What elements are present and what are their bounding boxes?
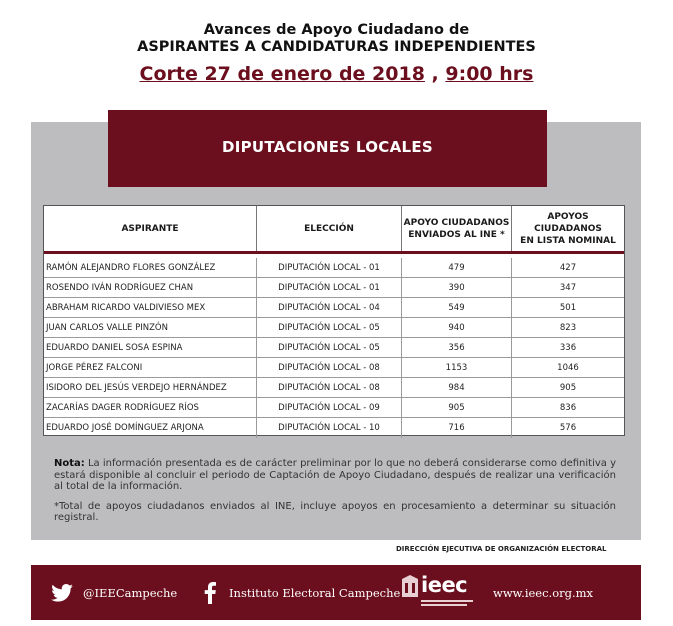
header-apoyo-line-1: APOYO CIUDADANOS <box>403 217 510 228</box>
cell-enviados: 984 <box>402 378 512 397</box>
cell-enviados: 1153 <box>402 358 512 377</box>
cell-aspirante: EDUARDO DANIEL SOSA ESPINA <box>44 338 257 357</box>
document-header <box>0 22 673 86</box>
cell-eleccion: DIPUTACIÓN LOCAL - 01 <box>257 278 402 297</box>
cut-separator: , <box>424 63 446 85</box>
header-lista-line-2: EN LISTA NOMINAL <box>520 235 616 246</box>
cell-eleccion: DIPUTACIÓN LOCAL - 10 <box>257 418 402 438</box>
table-row <box>44 298 624 318</box>
logo-subtitle-line <box>421 600 473 602</box>
cut-date: Corte 27 de enero de 2018 <box>139 63 425 85</box>
cell-eleccion: DIPUTACIÓN LOCAL - 05 <box>257 338 402 357</box>
cut-time: 9:00 hrs <box>445 63 534 85</box>
header-apoyo-enviados <box>402 206 512 251</box>
ieec-emblem-icon <box>401 575 419 599</box>
cell-enviados: 479 <box>402 258 512 277</box>
facebook-name: Instituto Electoral Campeche <box>229 585 401 600</box>
cut-off-line <box>0 62 673 86</box>
cell-enviados: 905 <box>402 398 512 417</box>
cell-lista: 823 <box>559 322 577 333</box>
cell-enviados: 716 <box>402 418 512 438</box>
cell-aspirante: RAMÓN ALEJANDRO FLORES GONZÁLEZ <box>44 258 257 277</box>
department-name: DIRECCIÓN EJECUTIVA DE ORGANIZACIÓN ELECTORAL <box>396 545 607 553</box>
header-lista-nominal <box>512 206 624 251</box>
header-apoyo-line-2: ENVIADOS AL INE * <box>408 229 505 240</box>
cell-eleccion: DIPUTACIÓN LOCAL - 08 <box>257 378 402 397</box>
ieec-logo <box>401 573 481 613</box>
twitter-bird-icon <box>51 584 73 602</box>
results-table <box>43 205 625 436</box>
cell-aspirante: ISIDORO DEL JESÚS VERDEJO HERNÁNDEZ <box>44 378 257 397</box>
cell-lista: 905 <box>559 382 577 393</box>
logo-subtitle-line <box>421 604 467 606</box>
cell-enviados: 390 <box>402 278 512 297</box>
cell-enviados: 356 <box>402 338 512 357</box>
cell-lista: 347 <box>559 282 577 293</box>
table-row <box>44 398 624 418</box>
facebook-f-icon <box>203 582 217 604</box>
cell-lista: 576 <box>559 423 577 433</box>
section-title: DIPUTACIONES LOCALES <box>221 137 434 156</box>
twitter-handle: @IEECampeche <box>83 585 178 600</box>
cell-aspirante: ZACARÍAS DAGER RODRÍGUEZ RÍOS <box>44 398 257 417</box>
table-row <box>44 278 624 298</box>
header-aspirante: ASPIRANTE <box>44 206 257 251</box>
cell-enviados: 549 <box>402 298 512 317</box>
cell-lista: 501 <box>559 302 577 313</box>
header-line-1: Avances de Apoyo Ciudadano de <box>203 22 470 38</box>
cell-eleccion: DIPUTACIÓN LOCAL - 04 <box>257 298 402 317</box>
table-row <box>44 418 624 438</box>
footer-twitter[interactable] <box>51 565 177 620</box>
header-lista-line-1: APOYOS CIUDADANOS <box>534 211 602 234</box>
cell-aspirante: ROSENDO IVÁN RODRÍGUEZ CHAN <box>44 278 257 297</box>
cell-lista: 1046 <box>557 362 579 373</box>
table-row <box>44 358 624 378</box>
footer-website[interactable] <box>493 565 593 620</box>
logo-wordmark: ieec <box>421 573 468 597</box>
cell-aspirante: ABRAHAM RICARDO VALDIVIESO MEX <box>44 298 257 317</box>
cell-lista: 336 <box>559 342 577 353</box>
asterisk-note: *Total de apoyos ciudadanos enviados al INE, incluye apoyos en procesamiento a determinar su situación registral. <box>54 500 616 523</box>
table-row <box>44 258 624 278</box>
note-label: Nota: <box>54 458 85 469</box>
footer-facebook[interactable] <box>203 565 400 620</box>
note-paragraph <box>54 458 616 493</box>
footer-bar <box>31 565 641 620</box>
cell-lista: 427 <box>559 262 577 273</box>
cell-eleccion: DIPUTACIÓN LOCAL - 08 <box>257 358 402 377</box>
header-eleccion: ELECCIÓN <box>257 206 402 251</box>
table-header <box>44 206 624 254</box>
cell-eleccion: DIPUTACIÓN LOCAL - 05 <box>257 318 402 337</box>
cell-aspirante: EDUARDO JOSÉ DOMÍNGUEZ ARJONA <box>44 418 257 438</box>
header-line-2: ASPIRANTES A CANDIDATURAS INDEPENDIENTES <box>137 39 536 55</box>
cell-eleccion: DIPUTACIÓN LOCAL - 01 <box>257 258 402 277</box>
cell-eleccion: DIPUTACIÓN LOCAL - 09 <box>257 398 402 417</box>
table-row <box>44 338 624 358</box>
section-banner <box>108 110 547 187</box>
cell-lista: 836 <box>559 402 577 413</box>
cell-enviados: 940 <box>402 318 512 337</box>
table-row <box>44 318 624 338</box>
website-link[interactable]: www.ieec.org.mx <box>493 585 594 600</box>
notes-section <box>54 458 616 524</box>
table-row <box>44 378 624 398</box>
note-text: La información presentada es de carácter preliminar por lo que no deberá considerarse como definitiva y estará disponible al concluir el periodo de Captación de Apoyo Ciudadano, después de realizar una verificación al total de la información. <box>54 458 616 492</box>
cell-aspirante: JORGE PÉREZ FALCONI <box>44 358 257 377</box>
cell-aspirante: JUAN CARLOS VALLE PINZÓN <box>44 318 257 337</box>
table-body <box>44 258 624 438</box>
